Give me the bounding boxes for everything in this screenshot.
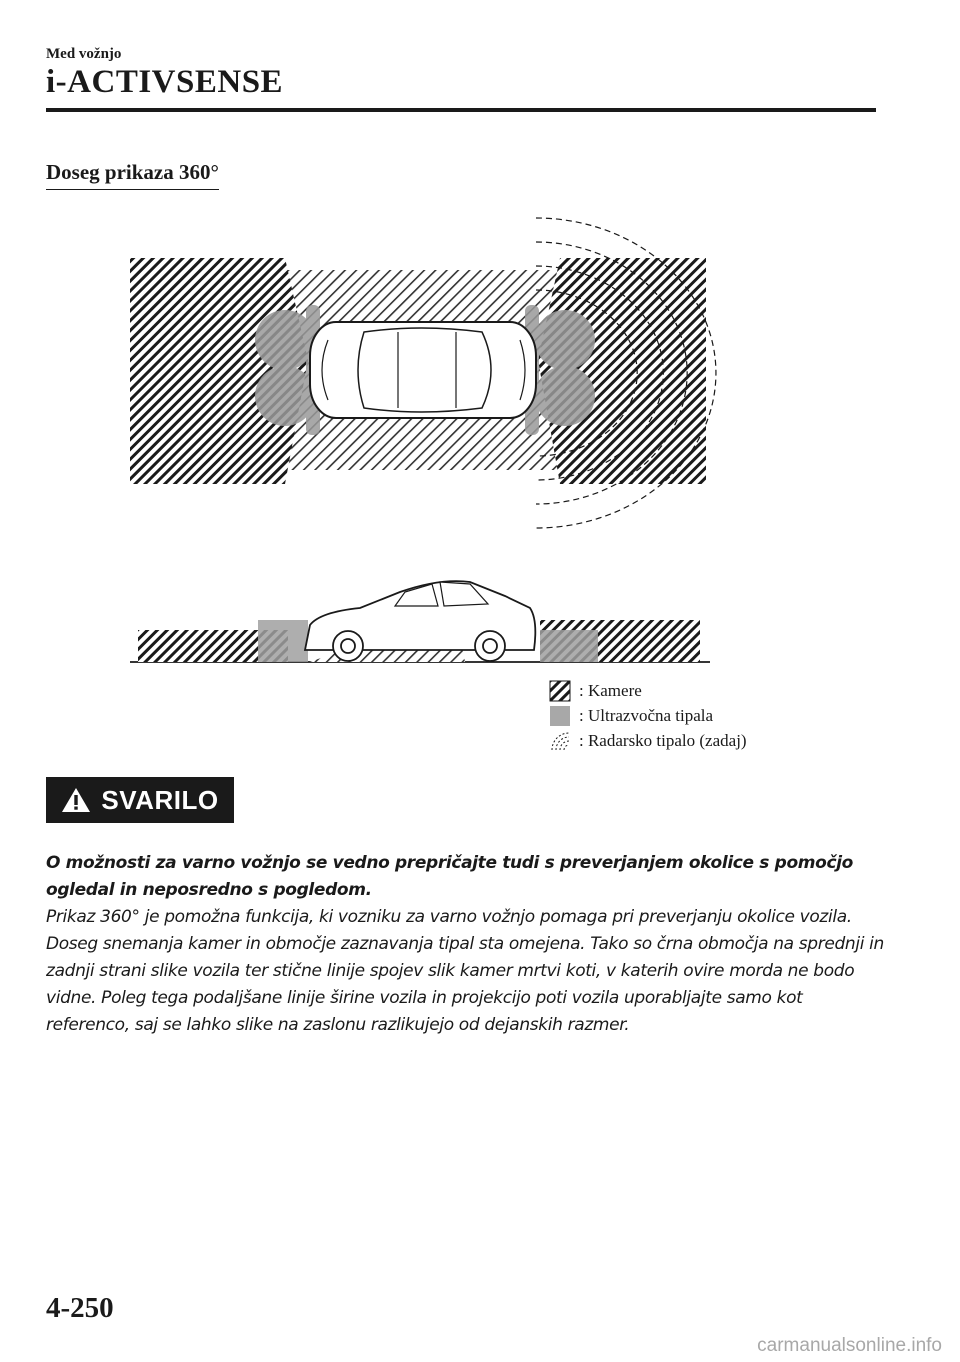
warning-paragraph-1: Prikaz 360° je pomožna funkcija, ki vozniku za varno vožnjo pomaga pri preverjanju okolice vozila. [46,907,852,927]
radar-swatch-icon [549,730,571,752]
chapter-title: Med vožnjo [46,46,122,62]
legend-cameras-label: : Kamere [579,680,642,700]
car-top [310,322,536,418]
legend-ultrasonic [549,703,747,728]
ultrasonic-swatch-icon [549,705,571,727]
section-title: i-ACTIVSENSE [46,64,284,100]
warning-body [46,850,886,1039]
header-rule [46,108,876,112]
warning-bold-paragraph: O možnosti za varno vožnjo se vedno prepričajte tudi s preverjanjem okolice s pomočjo ogledal in neposredno s pogledom. [46,853,853,900]
legend-cameras [549,678,747,703]
page-number: 4-250 [46,1292,114,1324]
legend-radar-label: : Radarsko tipalo (zadaj) [579,730,747,750]
warning-label: SVARILO [101,784,219,815]
warning-triangle-icon [61,786,91,814]
ultrasonic-front-side [258,620,308,662]
car-side [305,581,535,661]
warning-banner [46,777,234,823]
camera-swatch-icon [549,680,571,702]
legend-radar [549,728,747,753]
top-view [130,218,716,528]
coverage-diagram [120,200,720,670]
watermark: carmanualsonline.info [757,1335,942,1356]
ultrasonic-rear-side [540,630,598,662]
side-view [130,581,710,662]
warning-paragraph-2: Doseg snemanja kamer in območje zaznavanja tipal sta omejena. Tako so črna območja na sprednji in zadnji strani slike vozila ter stične linije spojev slik kamer mrtvi koti, v katerih ovire morda ne bodo vidne. Poleg tega podaljšane linije širine vozila in projekcijo poti vozila uporabljajte samo kot referenco, saj se lahko slike na zaslonu razlikujejo od dejanskih razmer. [46,934,884,1035]
subheading: Doseg prikaza 360° [46,160,219,190]
legend [549,678,747,753]
legend-ultrasonic-label: : Ultrazvočna tipala [579,705,714,725]
